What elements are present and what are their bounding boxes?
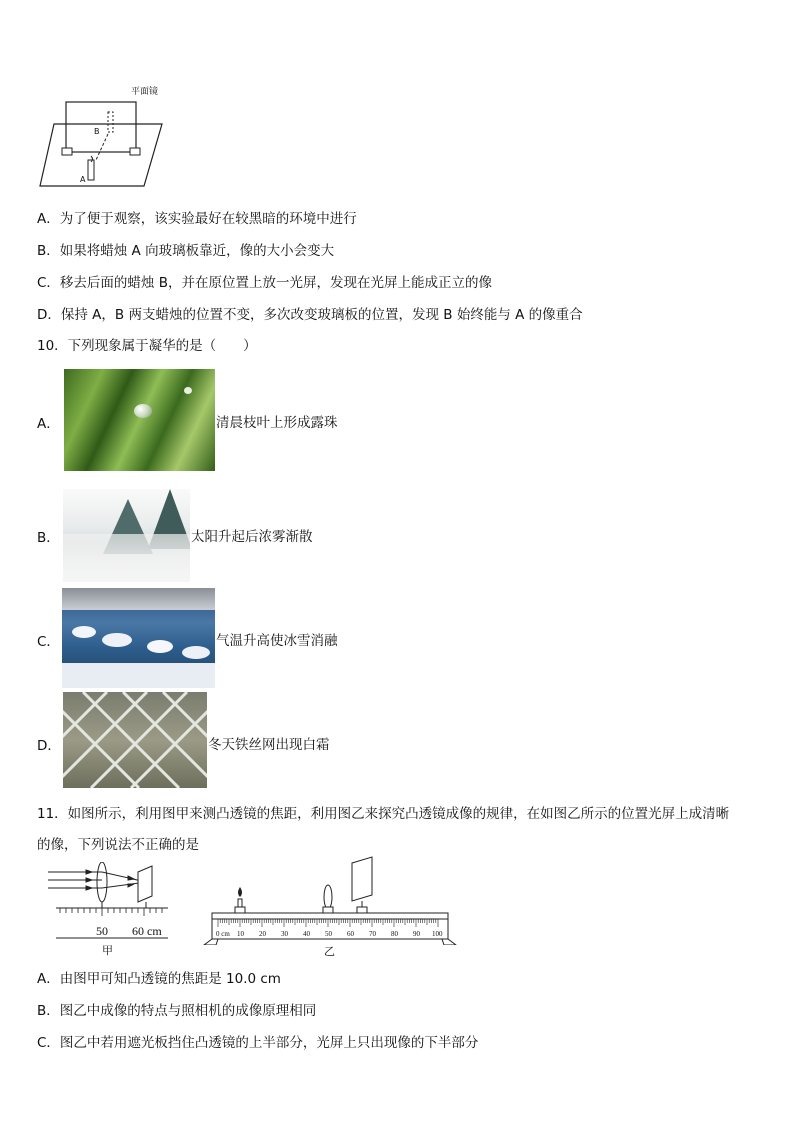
q11-option-b: B．图乙中成像的特点与照相机的成像原理相同 xyxy=(37,1003,317,1019)
q11-stem-line2: 的像，下列说法不正确的是 xyxy=(37,837,199,853)
frost-fence-photo xyxy=(63,692,207,788)
q9-option-a: A．为了便于观察，该实验最好在较黑暗的环境中进行 xyxy=(37,211,357,227)
q10-option-b-letter: B． xyxy=(37,530,60,546)
bench-tick-0: 0 cm xyxy=(216,930,230,938)
q9-option-c: C．移去后面的蜡烛 B，并在原位置上放一光屏，发现在光屏上能成正立的像 xyxy=(37,275,492,291)
q10-stem: 10．下列现象属于凝华的是（ ） xyxy=(37,338,257,354)
q10-option-c-caption: 气温升高使冰雪消融 xyxy=(216,633,338,649)
q9-option-b: B．如果将蜡烛 A 向玻璃板靠近，像的大小会变大 xyxy=(37,243,335,259)
mirror-experiment-figure xyxy=(36,82,166,190)
q9-option-d: D．保持 A，B 两支蜡烛的位置不变，多次改变玻璃板的位置，发现 B 始终能与 A 的像重合 xyxy=(37,307,583,323)
q10-option-b-caption: 太阳升起后浓雾渐散 xyxy=(191,529,313,545)
jia-tick-60: 60 cm xyxy=(132,924,162,938)
bench-tick-50: 50 xyxy=(325,930,332,938)
melting-snow-photo xyxy=(62,588,215,688)
bench-scale-labels xyxy=(216,930,446,940)
yi-label: 乙 xyxy=(324,945,335,958)
bench-tick-80: 80 xyxy=(391,930,398,938)
q11-option-c: C．图乙中若用遮光板挡住凸透镜的上半部分，光屏上只出现像的下半部分 xyxy=(37,1035,479,1051)
q10-option-d-letter: D． xyxy=(37,738,61,754)
bench-tick-90: 90 xyxy=(413,930,420,938)
bench-tick-60: 60 xyxy=(347,930,354,938)
jia-tick-50: 50 xyxy=(96,924,108,938)
bench-tick-10: 10 xyxy=(237,930,244,938)
dew-grass-photo xyxy=(64,369,215,471)
figure-jia xyxy=(46,862,176,960)
candle-a-label: A xyxy=(80,175,86,184)
bench-tick-30: 30 xyxy=(281,930,288,938)
q10-option-d-caption: 冬天铁丝网出现白霜 xyxy=(208,737,330,753)
fence-mesh xyxy=(63,692,207,788)
q10-option-c-letter: C． xyxy=(37,634,60,650)
jia-label: 甲 xyxy=(102,944,113,957)
bench-tick-70: 70 xyxy=(369,930,376,938)
bench-tick-100: 100 xyxy=(432,930,443,938)
bench-tick-40: 40 xyxy=(303,930,310,938)
q10-option-a-caption: 清晨枝叶上形成露珠 xyxy=(216,415,338,431)
figure-yi xyxy=(200,855,462,960)
q10-option-a-letter: A． xyxy=(37,416,60,432)
mirror-diagram xyxy=(36,82,166,190)
q11-stem-line1: 11．如图所示，利用图甲来测凸透镜的焦距，利用图乙来探究凸透镜成像的规律，在如图乙所示的位置光屏上成清晰 xyxy=(37,806,730,822)
fog-mountains-photo xyxy=(63,489,190,582)
mirror-label: 平面镜 xyxy=(131,87,159,97)
candle-b-label: B xyxy=(94,127,100,136)
bench-tick-20: 20 xyxy=(259,930,266,938)
q11-option-a: A．由图甲可知凸透镜的焦距是 10.0 cm xyxy=(37,971,281,987)
